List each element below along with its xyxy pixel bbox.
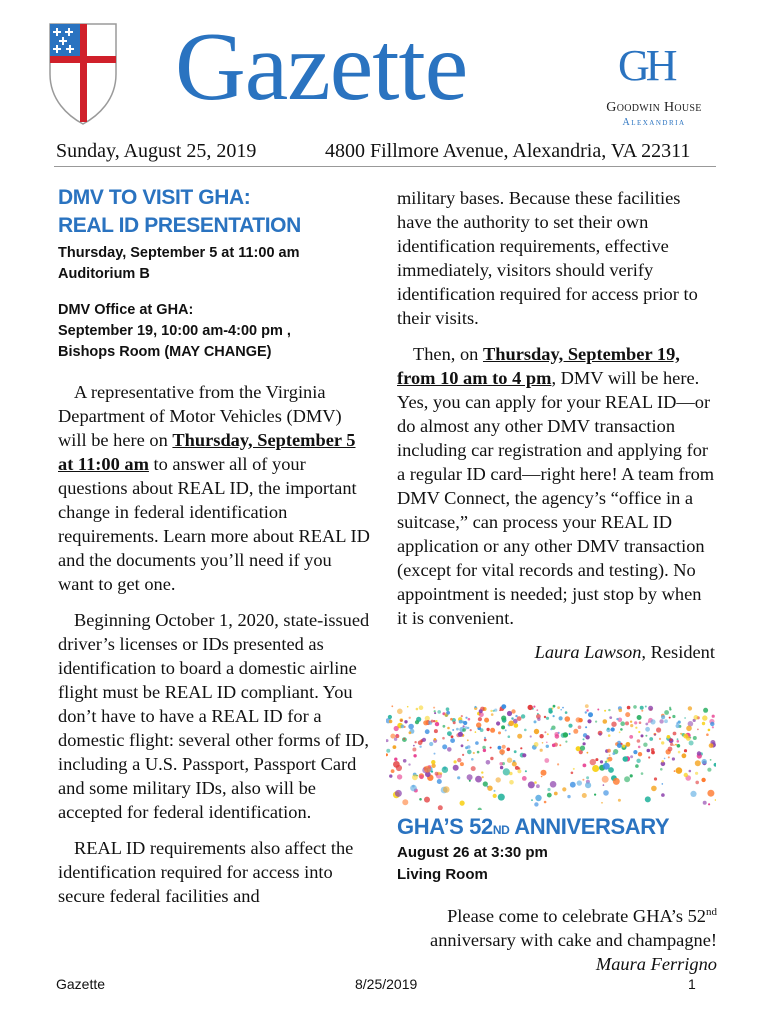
- event-2-location: Bishops Room (MAY CHANGE): [58, 344, 272, 360]
- anniversary-location: Living Room: [397, 866, 488, 883]
- header-divider: [54, 166, 716, 167]
- anniversary-time: August 26 at 3:30 pm: [397, 844, 548, 861]
- anniversary-headline: GHA’S 52ND ANNIVERSARY: [397, 814, 670, 839]
- event-1-location: Auditorium B: [58, 266, 150, 282]
- org-location: Alexandria: [622, 117, 686, 128]
- paragraph-3: REAL ID requirements also affect the identification required for access into secure federal facilities and: [58, 838, 354, 906]
- paragraph-1: A representative from the Virginia Department of Motor Vehicles (DMV) will be here on Thursday, September 5 at 11:00 am to answer all of your questions about REAL ID, the important change in federal identification requirements. Learn more about REAL ID and the documents you’ll need if you want to get one.: [58, 382, 370, 594]
- goodwin-house-logo: GH: [618, 41, 674, 90]
- event-1-datetime: Thursday, September 5 at 11:00 am: [58, 245, 300, 261]
- anniversary-body: Please come to celebrate GHA’s 52nd anniversary with cake and champagne!: [430, 906, 717, 951]
- headline-line-1: DMV TO VISIT GHA:: [58, 186, 251, 209]
- highlight-date: Thursday, September 19, from 10 am to 4 pm: [397, 344, 680, 388]
- headline-line-2: REAL ID PRESENTATION: [58, 214, 301, 237]
- footer-publication: Gazette: [56, 976, 106, 992]
- event-2-datetime: September 19, 10:00 am-4:00 pm ,: [58, 323, 291, 339]
- paragraph-3-continued: military bases. Because these facilities have the authority to set their own identification requirements, effective immediately, visitors should verify identification required for access prior to their visits.: [397, 188, 698, 328]
- issue-date: Sunday, August 25, 2019: [56, 140, 257, 162]
- event-2-title: DMV Office at GHA:: [58, 302, 194, 318]
- article-dmv-right-column: [397, 186, 715, 664]
- article-anniversary: [397, 814, 717, 976]
- paragraph-4: Then, on Thursday, September 19, from 10 am to 4 pm, DMV will be here. Yes, you can apply for your REAL ID—or do almost any other DMV transaction including car registration and applying for a regular ID card—right here! A team from DMV Connect, the agency’s “office in a suitcase,” can process your REAL ID application or any other DMV transaction (except for vital records and testing). No appointment is needed; just stop by when it is convenient.: [397, 344, 715, 628]
- footer-date: 8/25/2019: [355, 976, 418, 992]
- footer-page-number: 1: [688, 976, 696, 992]
- article-dmv-left-column: [58, 178, 372, 908]
- address: 4800 Fillmore Avenue, Alexandria, VA 22311: [325, 140, 691, 162]
- org-name: Goodwin House: [606, 100, 702, 115]
- author-signature: Laura Lawson, Resident: [534, 642, 715, 662]
- anniversary-author: Maura Ferrigno: [595, 954, 717, 975]
- paragraph-2: Beginning October 1, 2020, state-issued driver’s licenses or IDs presented as identification to board a domestic airline flight must be REAL ID compliant. You don’t have to have a REAL ID for a domestic flight: several other forms of ID, including a U.S. Passport, Passport Card and some military IDs, also will be accepted for federal identification.: [58, 610, 370, 822]
- confetti-image: [386, 702, 716, 810]
- episcopal-shield-icon: [48, 22, 118, 126]
- masthead-title: Gazette: [175, 13, 468, 121]
- highlight-date: Thursday, September 5 at 11:00 am: [58, 430, 356, 474]
